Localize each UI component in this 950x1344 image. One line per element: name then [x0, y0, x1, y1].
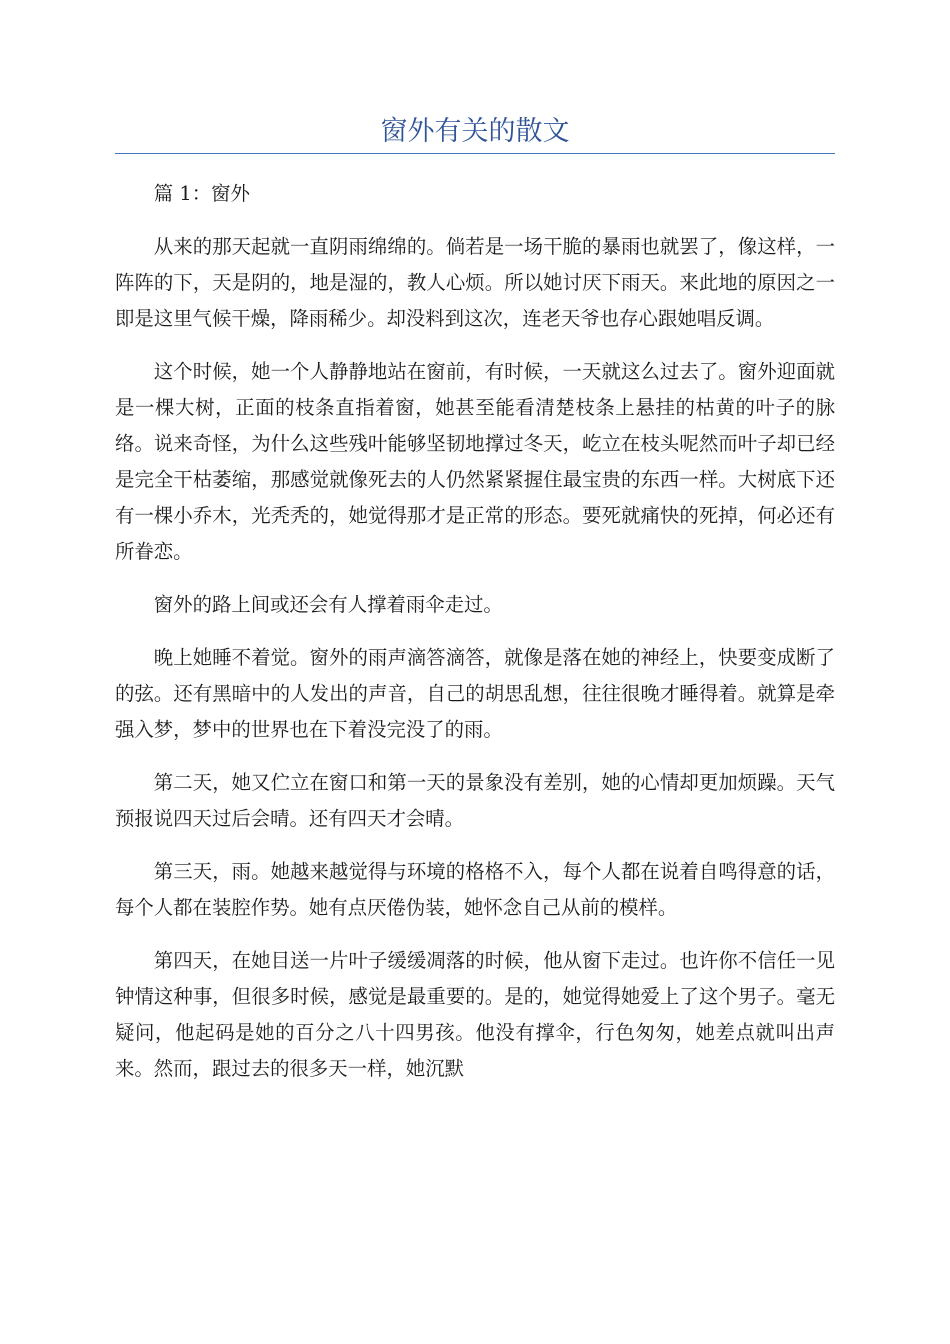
paragraph: 这个时候，她一个人静静地站在窗前，有时候，一天就这么过去了。窗外迎面就是一棵大树，正面的枝条直指着窗，她甚至能看清楚枝条上悬挂的枯黄的叶子的脉络。说来奇怪，为什么这些残叶能够坚韧地撑过冬天，屹立在枝头呢然而叶子却已经是完全干枯萎缩，那感觉就像死去的人仍然紧紧握住最宝贵的东西一样。大树底下还有一棵小乔木，光秃秃的，她觉得那才是正常的形态。要死就痛快的死掉，何必还有所眷恋。: [115, 360, 835, 563]
paragraph: 第三天，雨。她越来越觉得与环境的格格不入，每个人都在说着自鸣得意的话，每个人都在装腔作势。她有点厌倦伪装，她怀念自己从前的模样。: [115, 860, 835, 919]
paragraph: 窗外的路上间或还会有人撑着雨伞走过。: [153, 593, 503, 616]
paragraph: 第四天，在她目送一片叶子缓缓凋落的时候，他从窗下走过。也许你不信任一见钟情这种事，但很多时候，感觉是最重要的。是的，她觉得她爱上了这个男子。毫无疑问，他起码是她的百分之八十四男孩。他没有撑伞，行色匆匆，她差点就叫出声来。然而，跟过去的很多天一样，她沉默: [115, 949, 835, 1080]
paragraph: 第二天，她又伫立在窗口和第一天的景象没有差别，她的心情却更加烦躁。天气预报说四天过后会晴。还有四天才会晴。: [115, 771, 835, 830]
document-body: [115, 176, 835, 1104]
section-heading: 篇 1：窗外: [153, 182, 250, 205]
paragraph: 从来的那天起就一直阴雨绵绵的。倘若是一场干脆的暴雨也就罢了，像这样，一阵阵的下，天是阴的，地是湿的，教人心烦。所以她讨厌下雨天。来此地的原因之一即是这里气候干燥，降雨稀少。却没料到这次，连老天爷也存心跟她唱反调。: [115, 235, 835, 330]
document-title: 窗外有关的散文: [380, 116, 570, 147]
title-underline: [115, 153, 835, 154]
paragraph: 晚上她睡不着觉。窗外的雨声滴答滴答，就像是落在她的神经上，快要变成断了的弦。还有黑暗中的人发出的声音，自己的胡思乱想，往往很晚才睡得着。就算是牵强入梦，梦中的世界也在下着没完没了的雨。: [115, 646, 835, 741]
